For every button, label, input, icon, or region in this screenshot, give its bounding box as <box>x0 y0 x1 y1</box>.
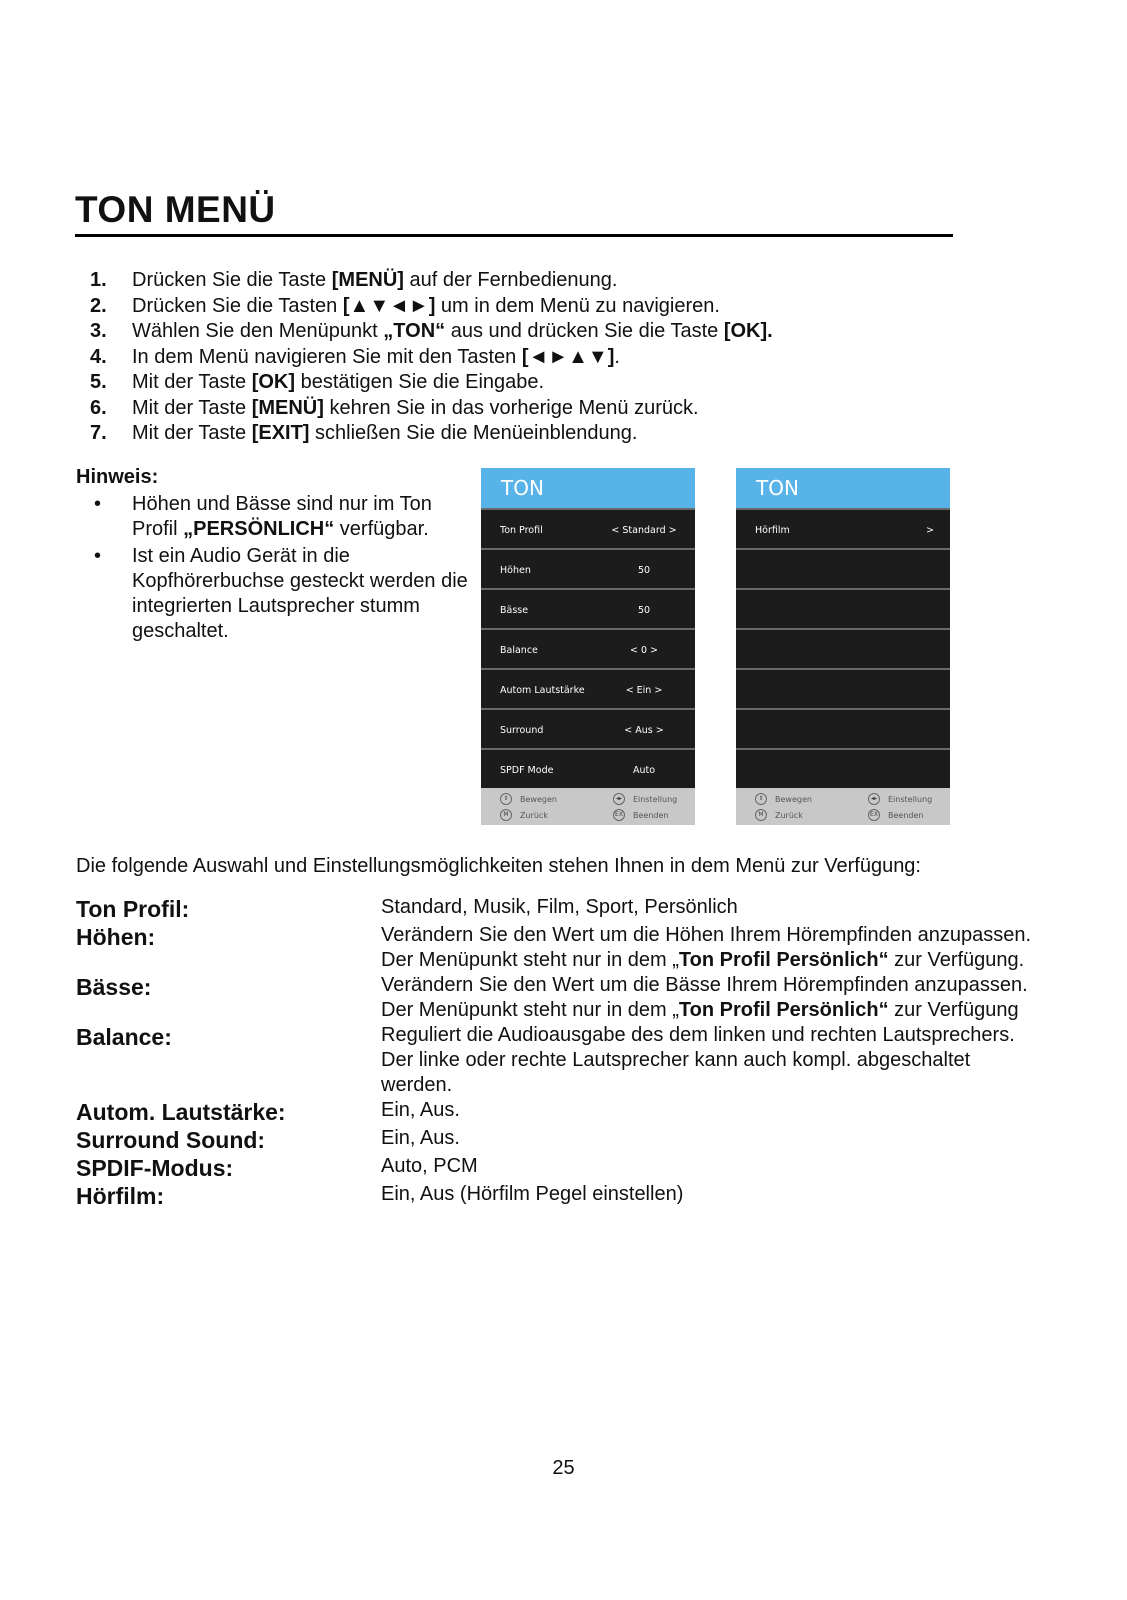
step-text <box>132 268 617 294</box>
step-text-part: kehren Sie in das vorherige Menü zurück. <box>323 396 699 419</box>
step-item <box>90 421 990 447</box>
step-text-part: Drücken Sie die Taste <box>132 269 332 291</box>
definition-term: Balance: <box>76 1024 172 1050</box>
step-key: [OK] <box>251 371 296 393</box>
definition-description <box>381 1182 1031 1210</box>
step-key: [MENÜ] <box>331 269 404 291</box>
step-key: [▲▼◄►] <box>342 294 436 317</box>
menu-back-icon: M <box>500 809 512 821</box>
tv-row-value: < Ein > <box>625 685 663 696</box>
definition-text-part: Der linke oder rechte Lautsprecher kann auch kompl. abgeschaltet werden. <box>381 1049 971 1096</box>
tv-menu-ton-2 <box>736 468 950 825</box>
footer-hint-label: Zurück <box>775 810 803 820</box>
footer-hint-label: Einstellung <box>633 794 678 804</box>
definition-text-part: Reguliert die Audioausgabe des dem linken und rechten Lautsprechers. <box>381 1024 1015 1046</box>
step-key: „TON“ <box>383 320 446 342</box>
step-key: [MENÜ] <box>251 396 324 419</box>
tv-row-label: Autom Lautstärke <box>500 685 585 696</box>
tv-menu-title: TON <box>481 468 695 508</box>
tv-menu-row <box>481 628 695 668</box>
step-text-part: Mit der Taste <box>132 371 252 393</box>
steps-list <box>90 268 990 447</box>
definition-description <box>381 1126 1031 1154</box>
tv-menu-row <box>736 668 950 708</box>
definition-text-part: Verändern Sie den Wert um die Höhen Ihrem Hörempfinden anzupassen. Der Menüpunkt steht nur in dem „ <box>381 924 1032 971</box>
step-key: [EXIT] <box>251 422 310 444</box>
tv-menu-row <box>736 508 950 548</box>
step-item <box>90 268 990 294</box>
tv-row-value: Auto <box>632 765 656 776</box>
definition-item <box>76 895 1056 923</box>
definition-term: Höhen: <box>76 924 156 950</box>
definition-item <box>76 1098 1056 1126</box>
tv-menu-footer <box>736 788 950 825</box>
definition-item <box>76 1154 1056 1182</box>
footer-hint-exit <box>868 809 923 821</box>
step-text <box>132 294 720 320</box>
step-item <box>90 319 990 345</box>
step-number: 6. <box>90 396 107 419</box>
footer-hint-label: Einstellung <box>888 794 933 804</box>
hint-item <box>76 544 476 644</box>
page-title: TON MENÜ <box>75 188 953 237</box>
step-text-part: Mit der Taste <box>132 396 252 419</box>
step-text <box>132 319 773 345</box>
definition-term: Bässe: <box>76 974 152 1000</box>
tv-row-value: < 0 > <box>629 645 658 656</box>
step-item <box>90 370 990 396</box>
definition-item <box>76 923 1056 973</box>
footer-hint-label: Beenden <box>888 810 924 820</box>
tv-menu-row <box>736 748 950 788</box>
definition-description <box>381 1098 1031 1126</box>
definition-item <box>76 973 1056 1023</box>
definitions-list <box>76 895 1056 1210</box>
hint-text-part: Höhen und Bässe sind nur im Ton Profil <box>132 493 432 540</box>
hint-text <box>132 492 472 542</box>
tv-menu-row <box>481 668 695 708</box>
definition-text-part: Standard, Musik, Film, Sport, Persönlich <box>381 896 738 918</box>
chevron-right-icon: > <box>926 525 934 536</box>
tv-row-label: Bässe <box>500 605 529 616</box>
step-text <box>132 370 544 396</box>
tv-menu-row <box>481 508 695 548</box>
hint-items <box>76 492 476 644</box>
definition-description <box>381 923 1031 973</box>
definition-item <box>76 1182 1056 1210</box>
definition-description <box>381 973 1031 1023</box>
hint-item <box>76 492 476 542</box>
step-text-part: In dem Menü navigieren Sie mit den Tasten <box>132 345 522 368</box>
tv-row-label: Hörfilm <box>755 525 790 536</box>
tv-menu-ton-1 <box>481 468 695 825</box>
hint-text-part: Ist ein Audio Gerät in die Kopfhörerbuchse gesteckt werden die integrierten Lautsprecher stumm geschaltet. <box>132 545 468 642</box>
adjust-icon: ◂▸ <box>868 793 880 805</box>
tv-menu-row <box>736 588 950 628</box>
tv-row-label: Balance <box>500 645 538 656</box>
tv-menu-row <box>736 628 950 668</box>
tv-menu-row <box>481 548 695 588</box>
footer-hint-label: Zurück <box>520 810 548 820</box>
hint-title: Hinweis: <box>76 466 159 488</box>
tv-row-label: Höhen <box>500 565 531 576</box>
bullet-icon: • <box>94 493 102 515</box>
tv-row-label: Ton Profil <box>500 525 543 536</box>
step-item <box>90 294 990 320</box>
step-key: [◄►▲▼] <box>521 345 615 368</box>
tv-menu-row <box>736 708 950 748</box>
exit-icon: EX <box>868 809 880 821</box>
step-item <box>90 396 990 422</box>
footer-hint-label: Bewegen <box>775 794 812 804</box>
footer-hint-setting <box>613 793 677 805</box>
definition-text-part: Auto, PCM <box>381 1155 478 1177</box>
step-number: 2. <box>90 294 107 317</box>
step-text-part: . <box>614 345 620 368</box>
definition-text-part: Ton Profil Persönlich“ <box>678 949 889 971</box>
step-number: 1. <box>90 269 107 291</box>
tv-menu-footer <box>481 788 695 825</box>
intro-text: Die folgende Auswahl und Einstellungsmöglichkeiten stehen Ihnen in dem Menü zur Verfügung: <box>76 855 921 877</box>
tv-menu-title: TON <box>736 468 950 508</box>
step-number: 4. <box>90 345 107 368</box>
step-text-part: schließen Sie die Menüeinblendung. <box>309 422 638 444</box>
move-icon: ⇕ <box>755 793 767 805</box>
definition-term: Hörfilm: <box>76 1183 165 1209</box>
move-icon: ⇕ <box>500 793 512 805</box>
hint-emphasis: „PERSÖNLICH“ <box>183 518 335 540</box>
adjust-icon: ◂▸ <box>613 793 625 805</box>
step-text-part: Wählen Sie den Menüpunkt <box>132 320 384 342</box>
tv-row-value: 50 <box>637 605 651 616</box>
step-number: 3. <box>90 320 107 342</box>
step-text <box>132 421 637 447</box>
exit-icon: EX <box>613 809 625 821</box>
definition-text-part: Ein, Aus (Hörfilm Pegel einstellen) <box>381 1183 684 1205</box>
tv-row-value: < Standard > <box>611 525 677 536</box>
definition-description <box>381 1154 1031 1182</box>
definition-text-part: Ton Profil Persönlich“ <box>678 999 889 1021</box>
step-number: 5. <box>90 371 107 393</box>
definition-text-part: Ein, Aus. <box>381 1099 460 1121</box>
hint-text <box>132 544 472 644</box>
definition-text-part: Verändern Sie den Wert um die Bässe Ihrem Hörempfinden anzupassen. Der Menüpunkt steht nur in dem „ <box>381 974 1028 1021</box>
hint-text-part: verfügbar. <box>334 518 429 540</box>
footer-hint-move <box>500 793 557 805</box>
tv-menu-row <box>481 708 695 748</box>
step-text-part: aus und drücken Sie die Taste <box>445 320 724 342</box>
tv-row-value: < Aus > <box>624 725 664 736</box>
step-text <box>132 396 699 422</box>
menu-back-icon: M <box>755 809 767 821</box>
step-number: 7. <box>90 422 107 444</box>
definition-text-part: zur Verfügung. <box>888 949 1025 971</box>
hint-section <box>76 466 476 646</box>
footer-hint-label: Beenden <box>633 810 669 820</box>
tv-menu-row <box>481 748 695 788</box>
step-text-part: auf der Fernbedienung. <box>403 269 618 291</box>
definition-term: Autom. Lautstärke: <box>76 1099 286 1125</box>
step-item <box>90 345 990 371</box>
footer-hint-exit <box>613 809 668 821</box>
definition-item <box>76 1023 1056 1098</box>
tv-menu-row <box>736 548 950 588</box>
definition-text-part: Ein, Aus. <box>381 1127 460 1149</box>
tv-row-value: 50 <box>637 565 651 576</box>
footer-hint-back <box>755 809 803 821</box>
definition-item <box>76 1126 1056 1154</box>
definition-term: Ton Profil: <box>76 896 190 922</box>
footer-hint-move <box>755 793 812 805</box>
footer-hint-label: Bewegen <box>520 794 557 804</box>
footer-hint-setting <box>868 793 932 805</box>
tv-row-label: SPDF Mode <box>500 765 554 776</box>
footer-hint-back <box>500 809 548 821</box>
definition-description <box>381 1023 1031 1098</box>
definition-text-part: zur Verfügung <box>888 999 1019 1021</box>
step-text-part: Drücken Sie die Tasten <box>132 294 343 317</box>
definition-term: Surround Sound: <box>76 1127 266 1153</box>
definition-description <box>381 895 1031 923</box>
step-text-part: um in dem Menü zu navigieren. <box>435 294 720 317</box>
tv-menu-row <box>481 588 695 628</box>
step-text-part: bestätigen Sie die Eingabe. <box>295 371 545 393</box>
step-key: [OK]. <box>723 320 773 342</box>
page-number: 25 <box>552 1457 575 1479</box>
step-text <box>132 345 620 371</box>
step-text-part: Mit der Taste <box>132 422 252 444</box>
definition-term: SPDIF-Modus: <box>76 1155 234 1181</box>
bullet-icon: • <box>94 545 102 567</box>
tv-row-label: Surround <box>500 725 544 736</box>
